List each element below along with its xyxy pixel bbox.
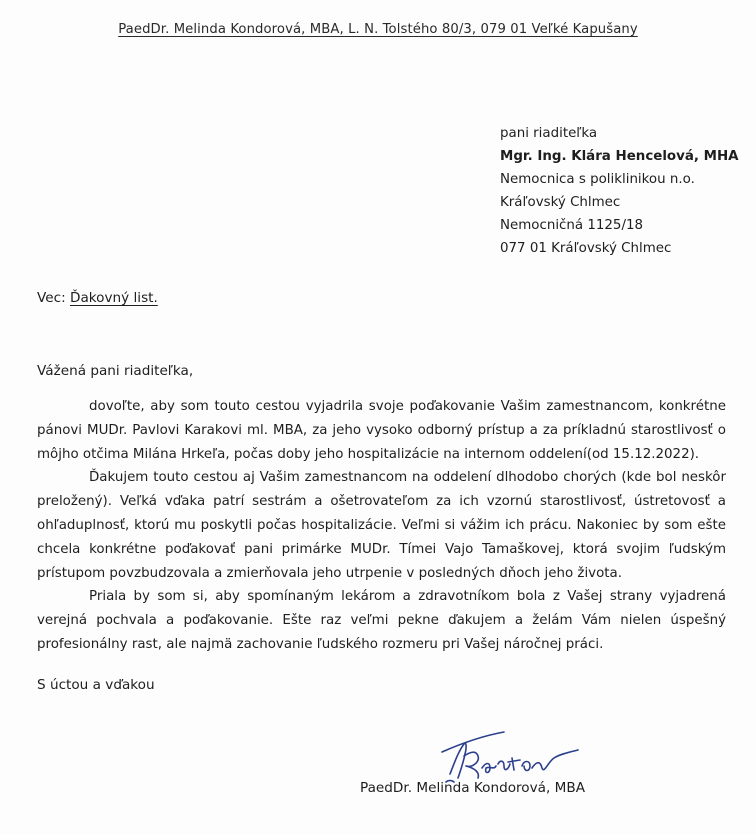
sender-address-line: PaedDr. Melinda Kondorová, MBA, L. N. Tolstého 80/3, 079 01 Veľké Kapušany [118,22,638,37]
closing-phrase: S úctou a vďakou [37,677,155,693]
recipient-postal-city: 077 01 Kráľovský Chlmec [500,241,672,256]
sender-header [0,22,756,37]
body-paragraph: dovoľte, aby som touto cestou vyjadrila svoje poďakovanie Vašim zamestnancom, konkrétne pánovi MUDr. Pavlovi Karakovi ml. MBA, za jeho vysoko odborný prístup a za príkladnú starostlivosť o môjho otčima Milána Hrkeľa, počas doby jeho hospitalizácie na internom oddelení(od 15.12.2022). [37,399,726,462]
salutation: Vážená pani riaditeľka, [37,363,194,379]
recipient-organization: Nemocnica s poliklinikou n.o. [500,172,695,187]
signer-name: PaedDr. Melinda Kondorová, MBA [360,780,585,796]
recipient-name: Mgr. Ing. Klára Hencelová, MHA [500,149,739,164]
body-paragraph: Ďakujem touto cestou aj Vašim zamestnancom na oddelení dlhodobo chorých (kde bol neskôr preložený). Veľká vďaka patrí sestrám a ošetrovateľom za ich vzornú starostlivosť, ústretovosť a ohľaduplnosť, ktorú mu poskytli počas hospitalizácie. Veľmi si vážim ich prácu. Nakoniec by som ešte chcela konkrétne poďakovať pani primárke MUDr. Tímei Vajo Tamaškovej, ktorá svojim ľudským prístupom povzbudzovala a zmierňovala jeho utrpenie v posledných dňoch jeho života. [37,470,726,581]
subject-text: Ďakovný list. [69,290,158,306]
recipient-title: pani riaditeľka [500,126,598,141]
subject-label: Vec: [37,290,70,306]
body-paragraph: Priala by som si, aby spomínaným lekárom a zdravotníkom bola z Vašej strany vyjadrená verejná pochvala a poďakovanie. Ešte raz veľmi pekne ďakujem a želám Vám nielen úspešný profesionálny rast, ale najmä zachovanie ľudského rozmeru pri Vašej náročnej práci. [37,589,726,652]
letter-body [37,395,726,657]
recipient-address-block [500,122,750,260]
recipient-street: Nemocničná 1125/18 [500,218,644,233]
subject-line [37,290,158,306]
recipient-city: Kráľovský Chlmec [500,195,621,210]
